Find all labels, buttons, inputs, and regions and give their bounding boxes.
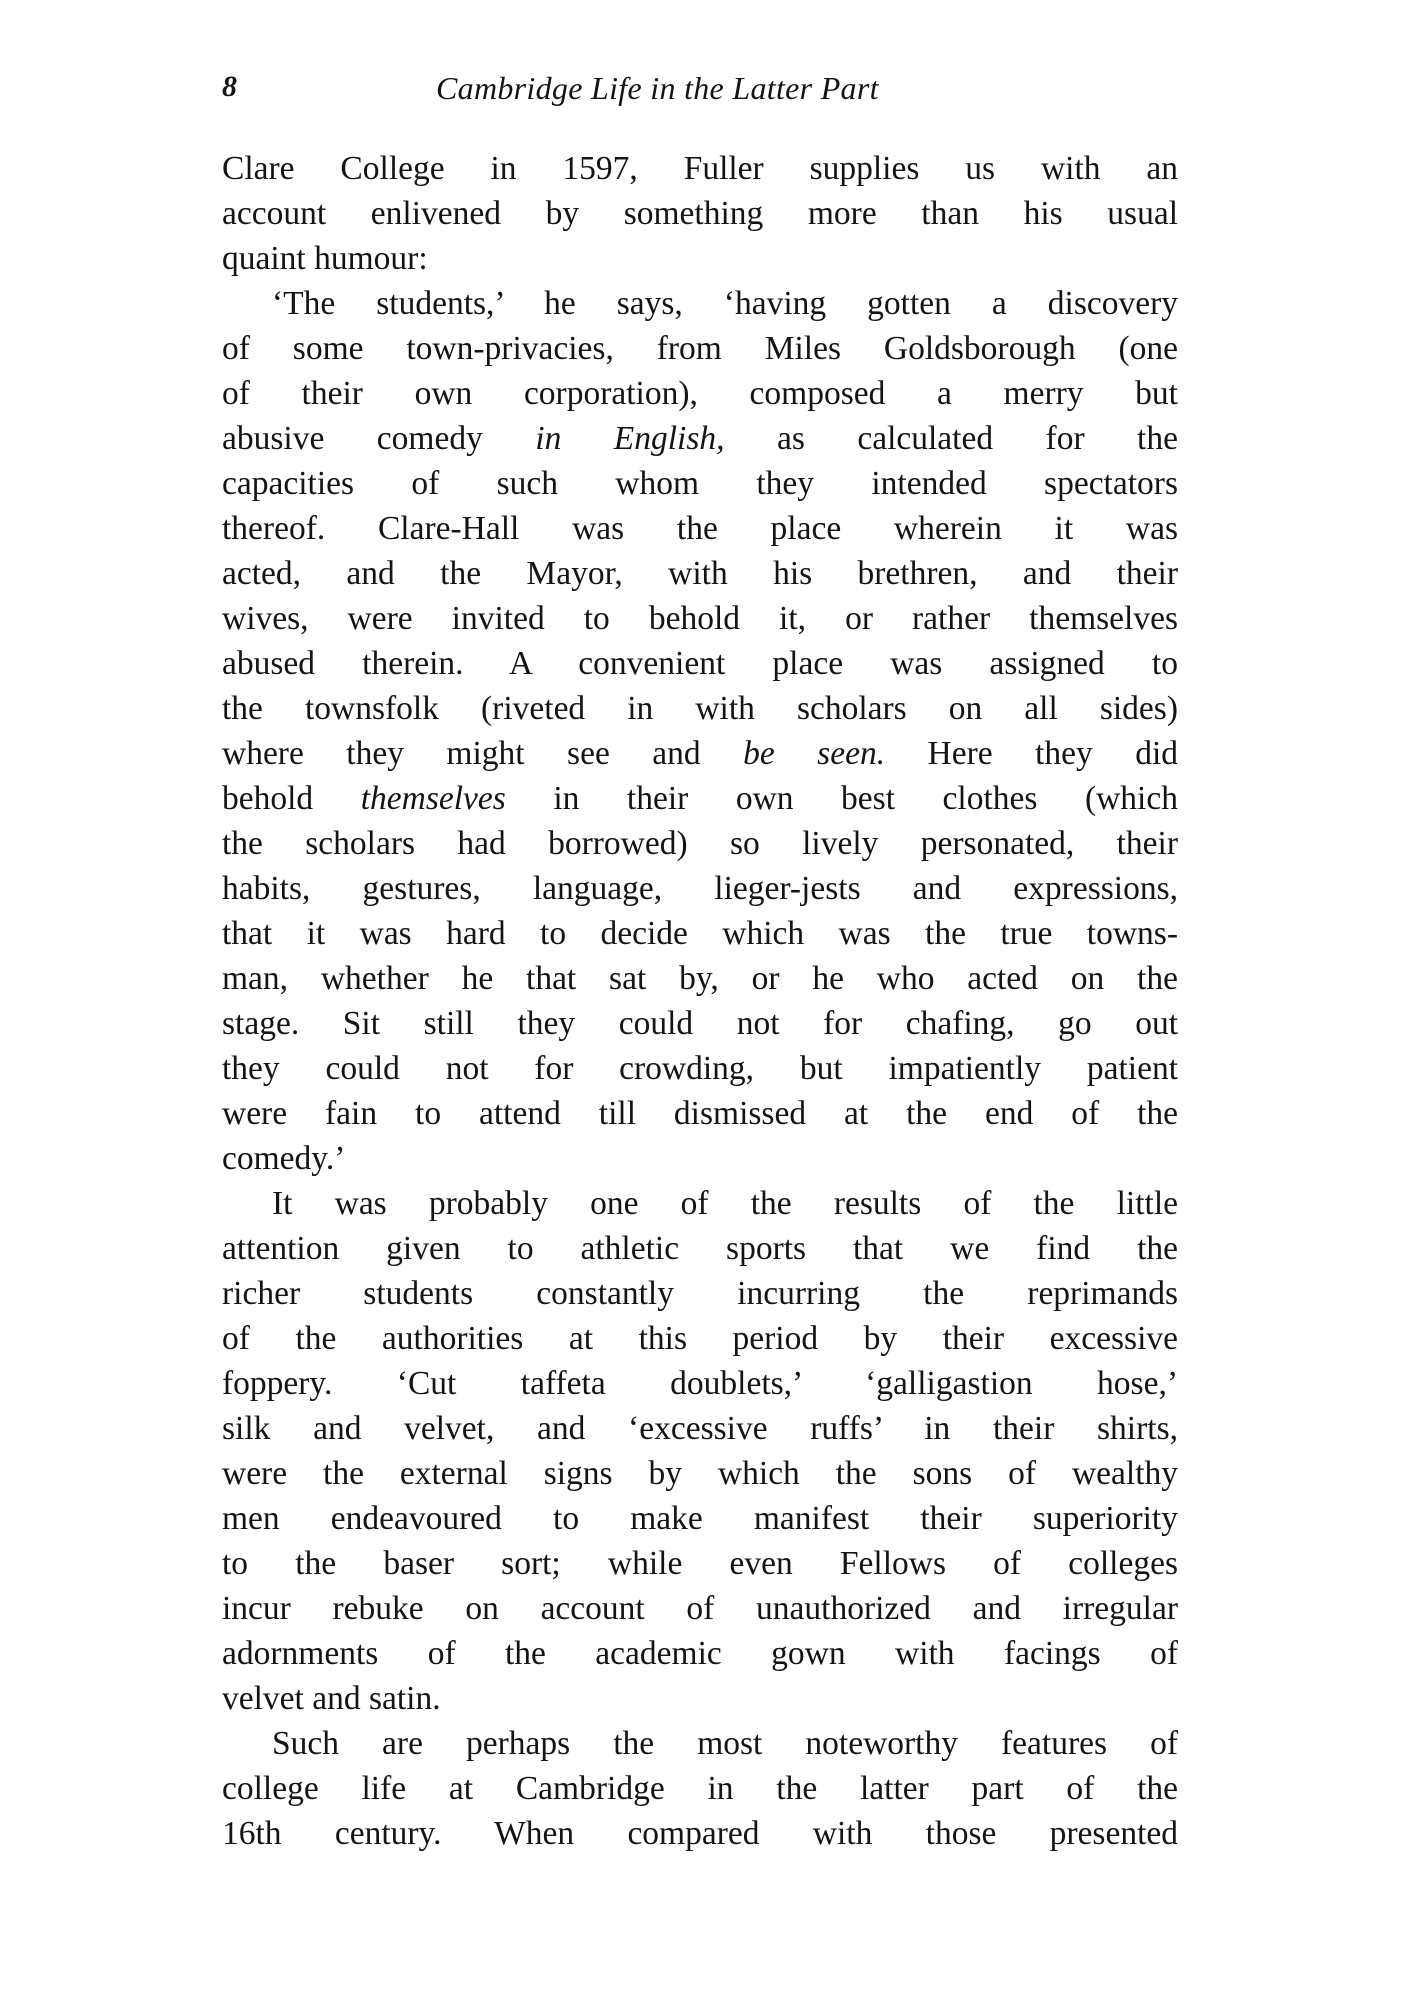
text-line: [222, 1001, 1178, 1046]
text-line: [222, 1811, 1178, 1856]
text-line: [222, 1496, 1178, 1541]
italic-text: be seen.: [743, 735, 886, 772]
text-line: [222, 1541, 1178, 1586]
text-segment: college life at Cambridge in the latter part of the: [222, 1770, 1178, 1807]
text-line: [222, 551, 1178, 596]
text-line: [222, 776, 1178, 821]
running-title: Cambridge Life in the Latter Part: [436, 70, 879, 106]
text-line: [222, 866, 1178, 911]
text-segment: as calculated for the: [724, 420, 1178, 457]
text-segment: where they might see and: [222, 735, 744, 772]
text-line: [222, 1046, 1178, 1091]
text-line: [222, 506, 1178, 551]
text-segment: the townsfolk (riveted in with scholars on all sides): [222, 690, 1178, 727]
text-segment: abusive comedy: [222, 420, 536, 457]
text-line: [222, 1181, 1178, 1226]
text-segment: Clare College in 1597, Fuller supplies us with an: [222, 150, 1178, 187]
text-segment: of the authorities at this period by their excessive: [222, 1320, 1178, 1357]
text-segment: velvet and satin.: [222, 1680, 441, 1717]
text-segment: of some town-privacies, from Miles Goldsborough (one: [222, 330, 1178, 367]
text-line: [222, 461, 1178, 506]
text-line: [222, 191, 1178, 236]
page-header: [222, 70, 1178, 116]
text-segment: were fain to attend till dismissed at the end of the: [222, 1095, 1178, 1132]
text-segment: wives, were invited to behold it, or rather themselves: [222, 600, 1178, 637]
text-segment: richer students constantly incurring the reprimands: [222, 1275, 1178, 1312]
text-segment: abused therein. A convenient place was assigned to: [222, 645, 1178, 682]
text-segment: silk and velvet, and ‘excessive ruffs’ in their shirts,: [222, 1410, 1178, 1447]
text-segment: capacities of such whom they intended spectators: [222, 465, 1178, 502]
text-line: [222, 1091, 1178, 1136]
text-line: [222, 686, 1178, 731]
text-segment: incur rebuke on account of unauthorized and irregular: [222, 1590, 1178, 1627]
text-segment: to the baser sort; while even Fellows of colleges: [222, 1545, 1178, 1582]
text-line: [222, 1271, 1178, 1316]
paragraph: [222, 1181, 1178, 1721]
text-segment: foppery. ‘Cut taffeta doublets,’ ‘galligastion hose,’: [222, 1365, 1178, 1402]
text-line: [222, 956, 1178, 1001]
text-line: [222, 1721, 1178, 1766]
text-segment: in their own best clothes (which: [505, 780, 1178, 817]
text-line: [222, 1676, 1178, 1721]
page-number: 8: [222, 70, 237, 103]
text-segment: thereof. Clare-Hall was the place wherein it was: [222, 510, 1178, 547]
text-segment: 16th century. When compared with those presented: [222, 1815, 1178, 1852]
paragraph: [222, 281, 1178, 1181]
text-segment: men endeavoured to make manifest their superiority: [222, 1500, 1178, 1537]
text-line: [222, 821, 1178, 866]
text-line: [222, 1631, 1178, 1676]
text-segment: It was probably one of the results of the little: [272, 1185, 1178, 1222]
text-segment: acted, and the Mayor, with his brethren, and their: [222, 555, 1178, 592]
text-segment: comedy.’: [222, 1140, 346, 1177]
text-line: [222, 281, 1178, 326]
text-line: [222, 641, 1178, 686]
text-segment: quaint humour:: [222, 240, 428, 277]
text-line: [222, 1451, 1178, 1496]
text-line: [222, 146, 1178, 191]
text-segment: Such are perhaps the most noteworthy features of: [272, 1725, 1178, 1762]
text-line: [222, 1226, 1178, 1271]
text-segment: the scholars had borrowed) so lively personated, their: [222, 825, 1178, 862]
text-segment: Here they did: [885, 735, 1179, 772]
text-segment: they could not for crowding, but impatiently patient: [222, 1050, 1178, 1087]
text-segment: of their own corporation), composed a merry but: [222, 375, 1178, 412]
text-segment: were the external signs by which the sons of wealthy: [222, 1455, 1178, 1492]
paragraph: [222, 146, 1178, 281]
text-segment: stage. Sit still they could not for chafing, go out: [222, 1005, 1178, 1042]
text-line: [222, 596, 1178, 641]
text-line: [222, 1316, 1178, 1361]
text-line: [222, 416, 1178, 461]
text-segment: man, whether he that sat by, or he who acted on the: [222, 960, 1178, 997]
page-body: [222, 146, 1178, 1856]
text-segment: account enlivened by something more than his usual: [222, 195, 1178, 232]
text-line: [222, 1136, 1178, 1181]
paragraph: [222, 1721, 1178, 1856]
italic-text: themselves: [360, 780, 506, 817]
text-line: [222, 911, 1178, 956]
italic-text: in English,: [535, 420, 725, 457]
text-line: [222, 1361, 1178, 1406]
text-segment: that it was hard to decide which was the true towns-: [222, 915, 1178, 952]
text-line: [222, 1766, 1178, 1811]
text-segment: habits, gestures, language, lieger-jests and expressions,: [222, 870, 1178, 907]
text-line: [222, 1406, 1178, 1451]
text-line: [222, 236, 1178, 281]
text-segment: adornments of the academic gown with facings of: [222, 1635, 1178, 1672]
text-line: [222, 731, 1178, 776]
text-line: [222, 1586, 1178, 1631]
text-line: [222, 371, 1178, 416]
text-segment: behold: [222, 780, 361, 817]
text-line: [222, 326, 1178, 371]
text-segment: ‘The students,’ he says, ‘having gotten a discovery: [272, 285, 1178, 322]
text-segment: attention given to athletic sports that we find the: [222, 1230, 1178, 1267]
